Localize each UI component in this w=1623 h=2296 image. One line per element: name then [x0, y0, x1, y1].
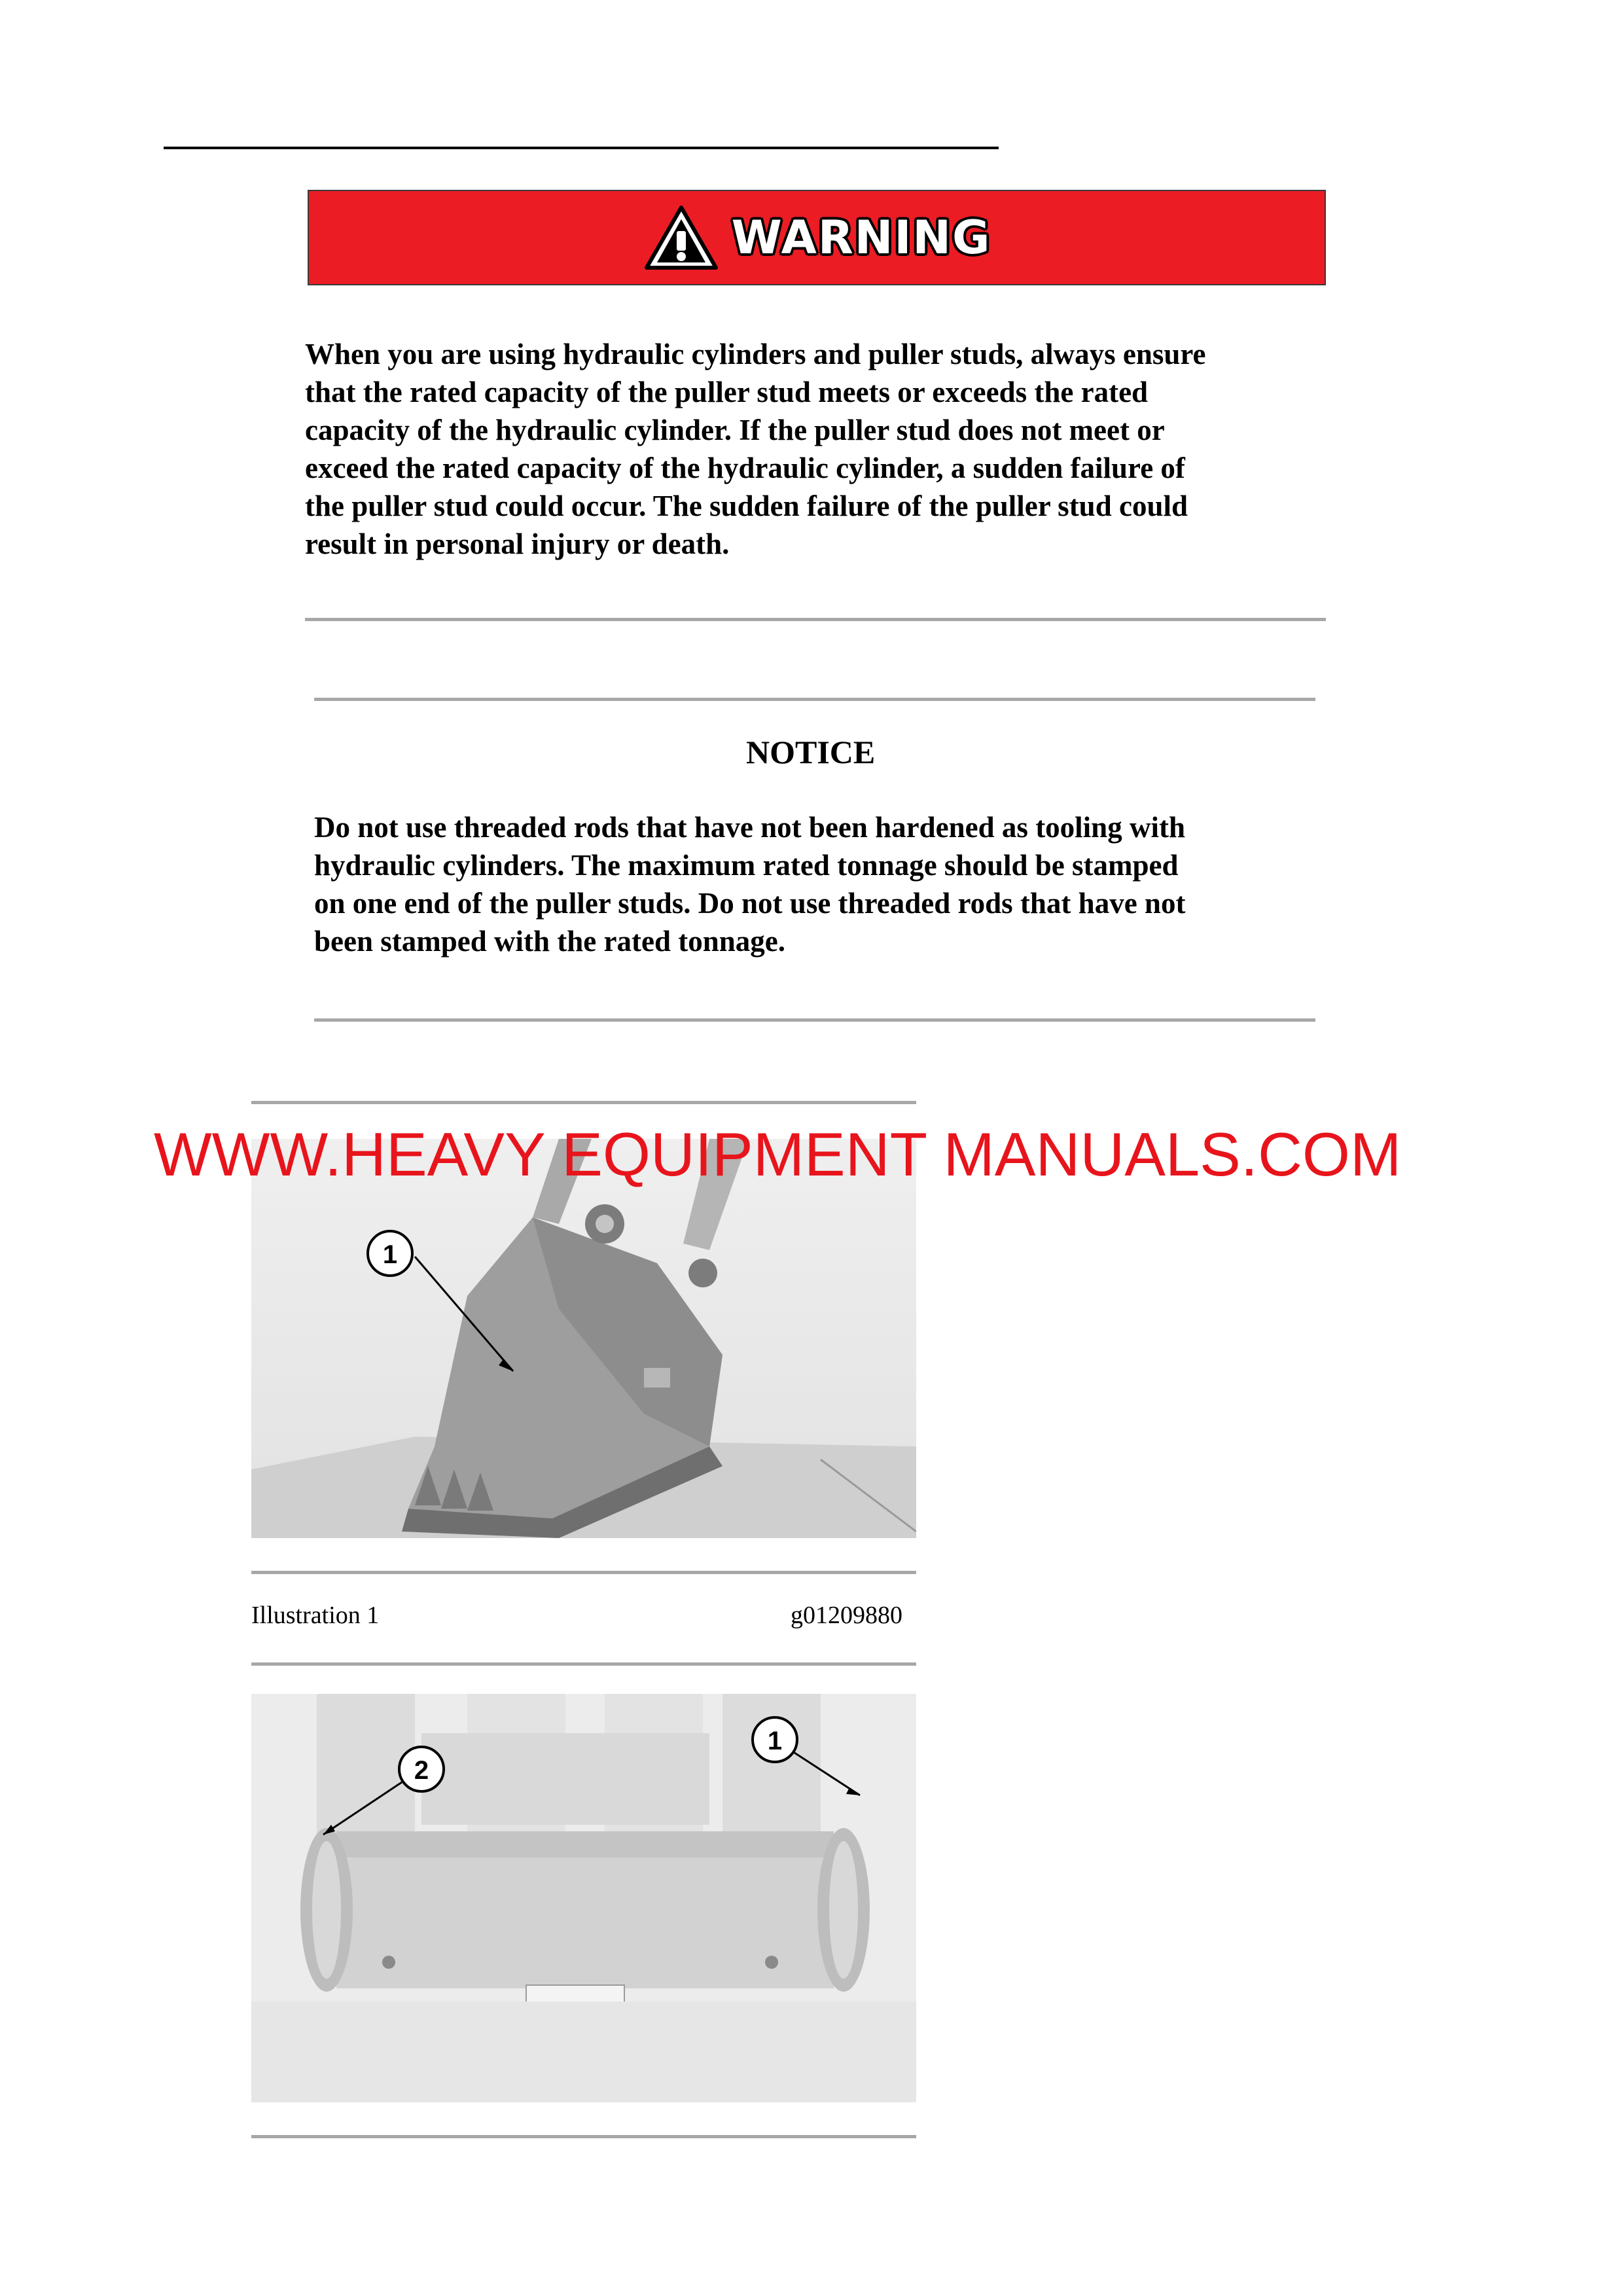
- warning-line: result in personal injury or death.: [305, 528, 730, 560]
- callout-1-label: 1: [767, 1727, 783, 1755]
- notice-line: been stamped with the rated tonnage.: [314, 925, 785, 958]
- notice-bottom-rule: [314, 1018, 1315, 1022]
- warning-label: WARNING: [731, 211, 991, 264]
- notice-line: hydraulic cylinders. The maximum rated tonnage should be stamped: [314, 849, 1179, 882]
- illustration1-caption-bottom-rule: [251, 1662, 916, 1666]
- warning-line: that the rated capacity of the puller stud meets or exceeds the rated: [305, 376, 1149, 408]
- notice-top-rule: [314, 698, 1315, 701]
- pin-illustration: [251, 1694, 916, 2102]
- warning-line: When you are using hydraulic cylinders and puller studs, always ensure: [305, 338, 1206, 370]
- notice-line: on one end of the puller studs. Do not use threaded rods that have not: [314, 887, 1186, 920]
- watermark-text: WWW.HEAVY EQUIPMENT MANUALS.COM: [154, 1120, 1402, 1189]
- warning-line: capacity of the hydraulic cylinder. If the puller stud does not meet or: [305, 414, 1165, 446]
- notice-text-block: [314, 808, 1185, 960]
- illustration1-caption-top-rule: [251, 1571, 916, 1574]
- illustration2-bottom-rule: [251, 2135, 916, 2138]
- warning-line: exceed the rated capacity of the hydraulic cylinder, a sudden failure of: [305, 452, 1185, 484]
- notice-line: Do not use threaded rods that have not been hardened as tooling with: [314, 811, 1185, 844]
- warning-bottom-rule: [305, 618, 1326, 621]
- bucket-illustration: [251, 1139, 916, 1538]
- callout-1-label: 1: [382, 1240, 398, 1269]
- notice-title: NOTICE: [746, 734, 876, 770]
- illustration1-label: Illustration 1: [251, 1602, 380, 1629]
- illustration1-top-rule: [251, 1101, 916, 1104]
- warning-line: the puller stud could occur. The sudden failure of the puller stud could: [305, 490, 1188, 522]
- warning-text-block: [305, 335, 1206, 563]
- warning-banner: [308, 190, 1326, 285]
- illustration2-photo: [251, 1694, 916, 2102]
- callout-2-label: 2: [414, 1756, 429, 1785]
- illustration1-code: g01209880: [791, 1602, 902, 1629]
- warning-triangle-icon: [643, 204, 720, 272]
- top-rule: [164, 147, 999, 149]
- illustration1-photo: [251, 1139, 916, 1538]
